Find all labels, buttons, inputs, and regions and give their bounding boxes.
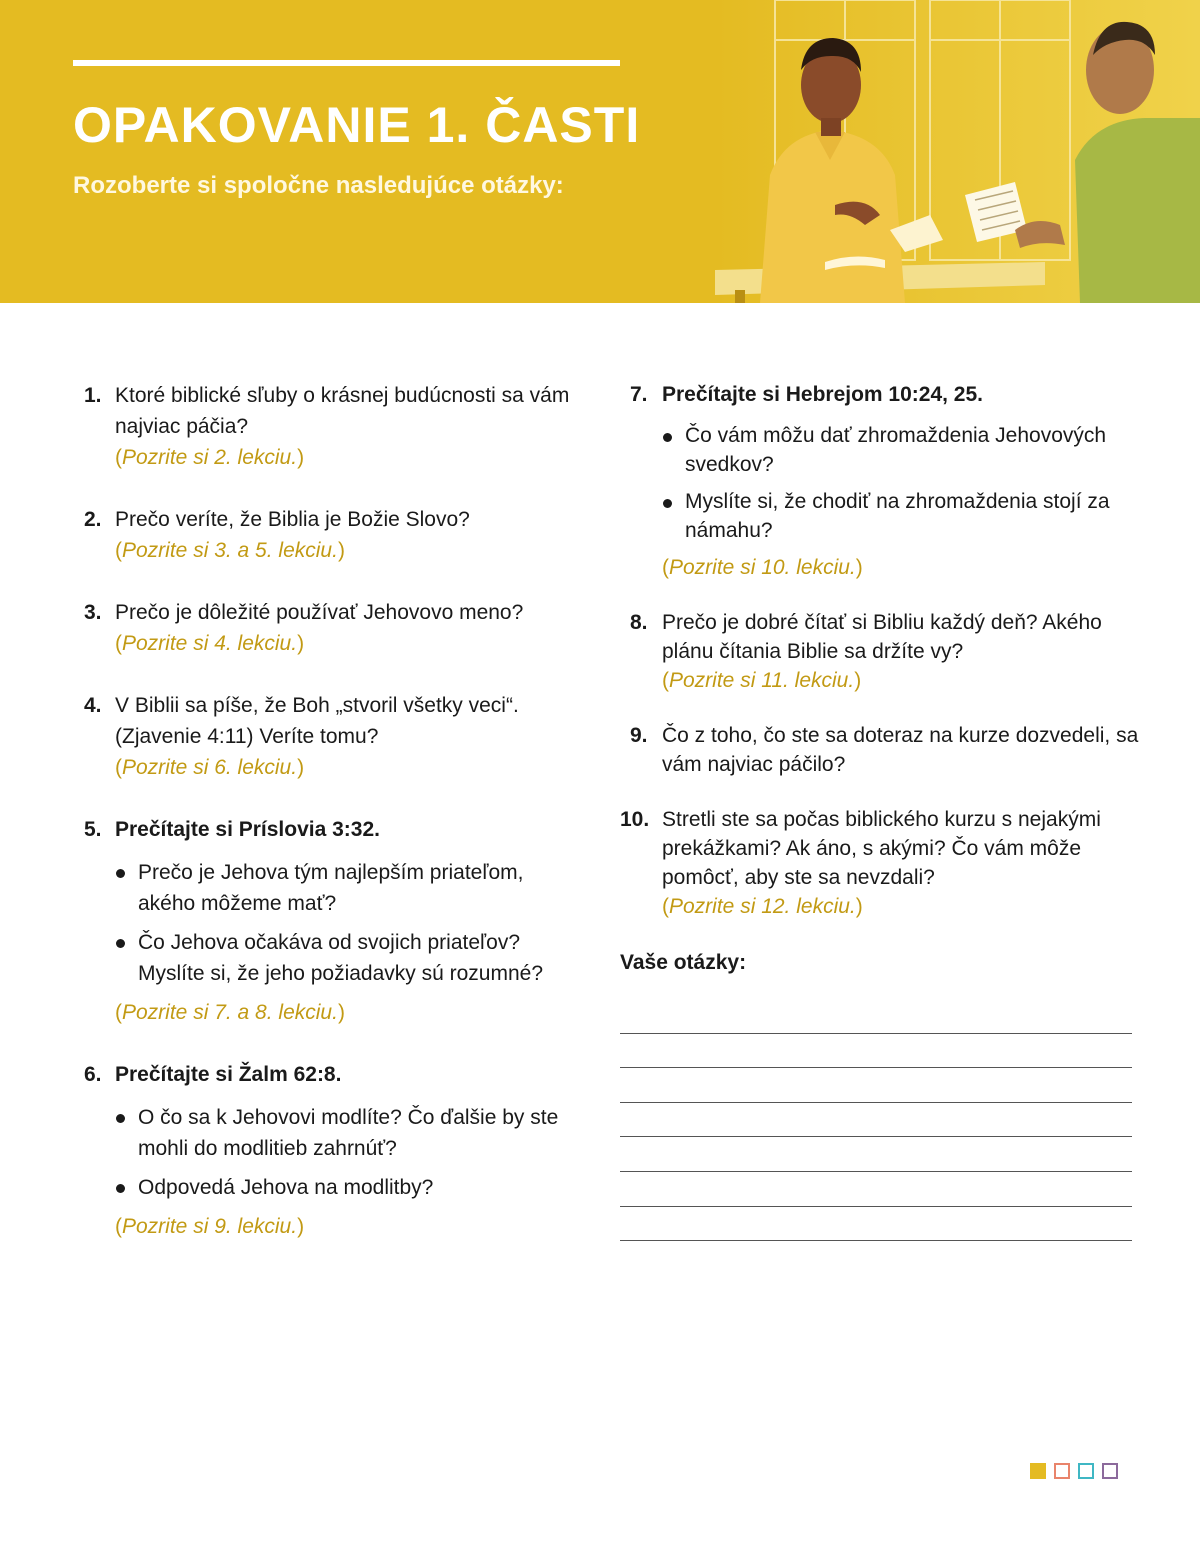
question-number: 9.: [630, 724, 648, 747]
question-number: 8.: [630, 611, 648, 634]
question-4: [84, 690, 584, 783]
question-number: 5.: [84, 818, 102, 841]
question-number: 1.: [84, 384, 102, 407]
your-questions-label: Vaše otázky:: [620, 951, 747, 974]
answer-line[interactable]: [620, 1103, 1132, 1138]
page-subtitle: Rozoberte si spoločne nasledujúce otázky:: [73, 172, 564, 199]
square-outline-icon: [1102, 1463, 1118, 1479]
question-8: [620, 608, 1140, 695]
question-text: Prečítajte si Žalm 62:8.: [115, 1063, 342, 1086]
lesson-reference: (Pozrite si 6. lekciu.): [115, 756, 305, 779]
lesson-reference: (Pozrite si 10. lekciu.): [662, 556, 863, 579]
answer-line[interactable]: [620, 1034, 1132, 1069]
question-3: [84, 597, 584, 659]
question-number: 4.: [84, 694, 102, 717]
question-text: Čo z toho, čo ste sa doteraz na kurze dozvedeli, sa vám najviac páčilo?: [662, 724, 1139, 776]
lesson-reference: (Pozrite si 11. lekciu.): [662, 669, 862, 692]
question-text: Prečo je dobré čítať si Bibliu každý deň? Akého plánu čítania Biblie sa držíte vy?: [662, 611, 1102, 663]
bullet-list: [662, 421, 1140, 545]
question-6: [84, 1059, 584, 1242]
lesson-reference: (Pozrite si 3. a 5. lekciu.): [115, 539, 345, 562]
answer-lines: [620, 999, 1132, 1241]
question-10: [620, 805, 1140, 921]
answer-line[interactable]: [620, 999, 1132, 1034]
questions-left-column: [84, 380, 584, 1242]
bullet-item: Prečo je Jehova tým najlepším priateľom, akého môžeme mať?: [115, 857, 584, 919]
question-text: Prečítajte si Hebrejom 10:24, 25.: [662, 383, 983, 406]
lesson-reference: (Pozrite si 4. lekciu.): [115, 632, 305, 655]
question-number: 10.: [620, 808, 650, 831]
header-rule: [73, 60, 620, 66]
question-number: 6.: [84, 1063, 102, 1086]
question-5: [84, 814, 584, 1028]
answer-line[interactable]: [620, 1137, 1132, 1172]
question-9: [620, 721, 1140, 779]
lesson-reference: (Pozrite si 12. lekciu.): [662, 895, 863, 918]
bullet-item: Čo Jehova očakáva od svojich priateľov? Myslíte si, že jeho požiadavky sú rozumné?: [115, 927, 584, 989]
question-1: [84, 380, 584, 473]
question-number: 3.: [84, 601, 102, 624]
question-number: 2.: [84, 508, 102, 531]
square-filled-icon: [1030, 1463, 1046, 1479]
question-7: [620, 380, 1140, 582]
question-2: [84, 504, 584, 566]
bullet-item: Odpovedá Jehova na modlitby?: [115, 1172, 584, 1203]
question-text: Stretli ste sa počas biblického kurzu s nejakými prekážkami? Ak áno, s akými? Čo vám môže pomôcť, aby ste sa nevzdali?: [662, 808, 1101, 889]
page-title: OPAKOVANIE 1. ČASTI: [73, 97, 641, 153]
bullet-item: Čo vám môžu dať zhromaždenia Jehovových svedkov?: [662, 421, 1140, 479]
bullet-list: [115, 857, 584, 989]
lesson-reference: (Pozrite si 7. a 8. lekciu.): [115, 1001, 345, 1024]
lesson-reference: (Pozrite si 2. lekciu.): [115, 446, 305, 469]
decorative-squares: [1030, 1463, 1118, 1479]
lesson-reference: (Pozrite si 9. lekciu.): [115, 1215, 305, 1238]
question-text: V Biblii sa píše, že Boh „stvoril všetky veci“. (Zjavenie 4:11) Veríte tomu?: [115, 694, 519, 748]
header-banner: [0, 0, 1200, 303]
bible-study-illustration: [715, 0, 1200, 303]
question-text: Prečítajte si Príslovia 3:32.: [115, 818, 380, 841]
question-number: 7.: [630, 383, 648, 406]
answer-line[interactable]: [620, 1068, 1132, 1103]
questions-right-column: [620, 380, 1140, 1241]
question-text: Ktoré biblické sľuby o krásnej budúcnosti sa vám najviac páčia?: [115, 384, 570, 438]
answer-line[interactable]: [620, 1172, 1132, 1207]
square-outline-icon: [1078, 1463, 1094, 1479]
question-text: Prečo veríte, že Biblia je Božie Slovo?: [115, 508, 470, 531]
bullet-item: O čo sa k Jehovovi modlíte? Čo ďalšie by ste mohli do modlitieb zahrnúť?: [115, 1102, 584, 1164]
square-outline-icon: [1054, 1463, 1070, 1479]
bullet-item: Myslíte si, že chodiť na zhromaždenia stojí za námahu?: [662, 487, 1140, 545]
question-text: Prečo je dôležité používať Jehovovo meno?: [115, 601, 524, 624]
bullet-list: [115, 1102, 584, 1203]
answer-line[interactable]: [620, 1207, 1132, 1242]
